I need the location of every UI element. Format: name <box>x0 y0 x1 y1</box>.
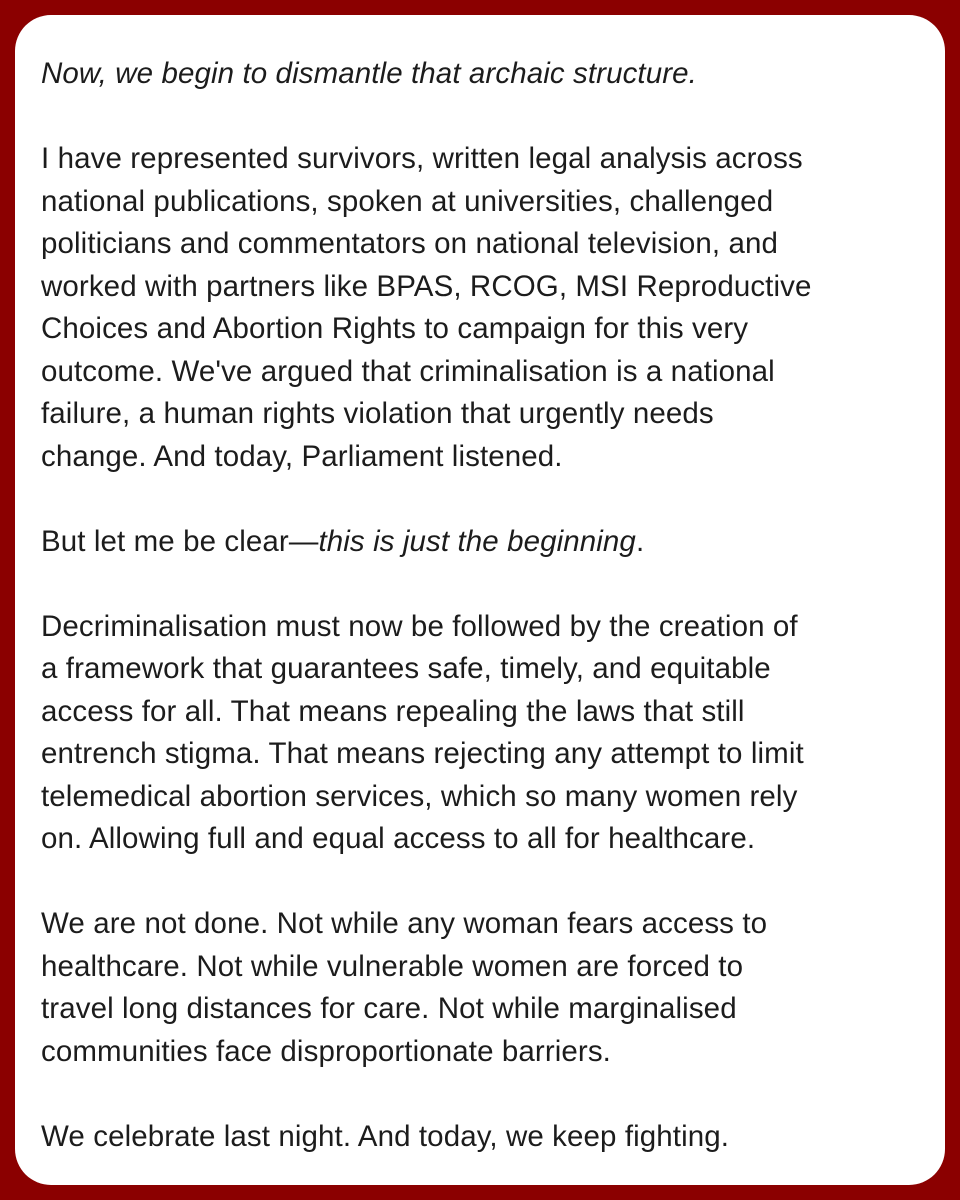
text-line: failure, a human rights violation that urgently needs <box>41 397 714 430</box>
paragraph-closing <box>41 1116 919 1159</box>
paragraph-background <box>41 138 919 478</box>
text-line: a framework that guarantees safe, timely, and equitable <box>41 652 771 685</box>
text-line: Decriminalisation must now be followed by the creation of <box>41 609 798 643</box>
paragraph-not-done <box>41 903 919 1073</box>
text-line: worked with partners like BPAS, RCOG, MSI Reproductive <box>41 269 812 303</box>
text-line: access for all. That means repealing the laws that still <box>41 694 745 728</box>
text-line: politicians and commentators on national television, and <box>41 227 778 260</box>
statement-text <box>41 53 919 1158</box>
text-line: telemedical abortion services, which so many women rely <box>41 779 798 813</box>
text-line: travel long distances for care. Not while marginalised <box>41 992 737 1025</box>
paragraph-clarity <box>41 521 919 564</box>
text-line: outcome. We've argued that criminalisation is a national <box>41 354 775 388</box>
intro-line: Now, we begin to dismantle that archaic structure. <box>41 57 697 90</box>
text-line: We are not done. Not while any woman fears access to <box>41 907 768 940</box>
text-line: I have represented survivors, written legal analysis across <box>41 142 803 175</box>
text-line: We celebrate last night. And today, we keep fighting. <box>41 1119 730 1153</box>
text-line: on. Allowing full and equal access to all for healthcare. <box>41 822 756 855</box>
text-line: change. And today, Parliament listened. <box>41 439 563 473</box>
text-line: communities face disproportionate barriers. <box>41 1034 611 1068</box>
text-line <box>41 521 919 564</box>
statement-card <box>15 15 945 1185</box>
clarity-end-text: . <box>635 524 645 558</box>
text-line: national publications, spoken at universities, challenged <box>41 184 774 218</box>
text-line: Choices and Abortion Rights to campaign for this very <box>41 312 749 345</box>
paragraph-framework <box>41 606 919 861</box>
text-line: entrench stigma. That means rejecting any attempt to limit <box>41 737 804 770</box>
clarity-italic-text: this is just the beginning <box>318 524 636 558</box>
paragraph-intro <box>41 53 919 96</box>
clarity-plain-text: But let me be clear— <box>41 524 319 558</box>
text-line: healthcare. Not while vulnerable women are forced to <box>41 949 744 983</box>
